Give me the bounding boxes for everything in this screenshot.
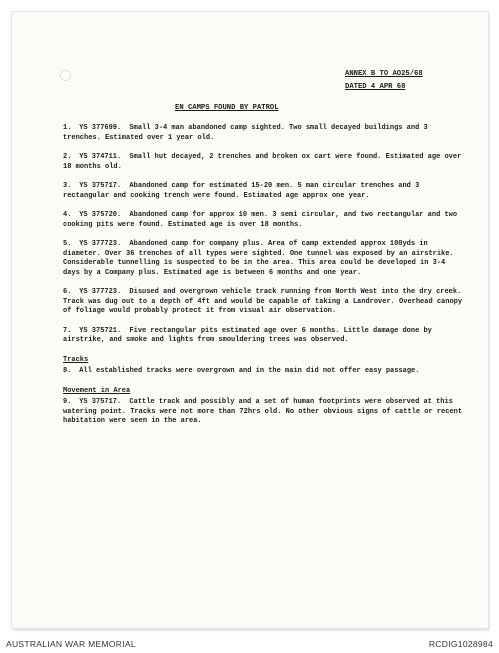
annex-reference bbox=[345, 68, 423, 94]
paragraph-text: Disused and overgrown vehicle track running from North West into the dry creek. Track was dug out to a depth of 4ft and would be capable of taking a Landrover. Overhead canopy of foliage would probably protect it from visual air observation. bbox=[63, 288, 463, 315]
paragraph-number: 1. bbox=[63, 124, 72, 132]
paragraph-text: Small hut decayed, 2 trenches and broken ox cart were found. Estimated age over 18 months old. bbox=[63, 153, 462, 171]
document-body bbox=[63, 124, 463, 437]
paragraph-number: 9. bbox=[63, 398, 72, 406]
grid-reference: YS 377723. bbox=[79, 288, 122, 296]
paragraph-text: Small 3-4 man abandoned camp sighted. Two small decayed buildings and 3 trenches. Estimated over 1 year old. bbox=[63, 124, 428, 142]
institution-label: AUSTRALIAN WAR MEMORIAL bbox=[6, 639, 136, 649]
record-id: RCDIG1028984 bbox=[428, 639, 493, 649]
grid-reference: YS 374711. bbox=[79, 153, 122, 161]
paragraph-5 bbox=[63, 240, 463, 278]
document-sheet bbox=[12, 12, 488, 628]
paragraph-number: 3. bbox=[63, 182, 72, 190]
grid-reference: YS 375721. bbox=[79, 326, 122, 335]
paragraph-number: 6. bbox=[63, 288, 72, 296]
paragraph-4 bbox=[63, 211, 463, 230]
paragraph-text: Five rectangular pits estimated age over 6 months. Little damage done by airstrike, and smoke and lights from smouldering trees was observed. bbox=[63, 326, 432, 344]
paragraph-3 bbox=[63, 182, 463, 201]
paragraph-text: Abandoned camp for estimated 15-20 men. 5 man circular trenches and 3 rectangular and cooking trench were found. Estimated age approx one year. bbox=[63, 182, 420, 200]
grid-reference: YS 377699. bbox=[79, 124, 122, 132]
movement-heading: Movement in Area bbox=[63, 386, 131, 395]
paragraph-2 bbox=[63, 153, 463, 172]
document-title: EN CAMPS FOUND BY PATROL bbox=[175, 104, 279, 112]
grid-reference: YS 375717. bbox=[79, 398, 122, 406]
paragraph-7 bbox=[63, 327, 463, 346]
paragraph-number: 8. bbox=[63, 367, 72, 375]
paragraph-number: 4. bbox=[63, 211, 72, 219]
paragraph-number: 5. bbox=[63, 240, 72, 248]
punch-hole-icon bbox=[60, 70, 71, 81]
annex-line: ANNEX B TO AO25/68 bbox=[345, 70, 423, 78]
tracks-heading: Tracks bbox=[63, 355, 89, 364]
grid-reference: YS 377723. bbox=[79, 240, 122, 248]
paragraph-6 bbox=[63, 288, 463, 317]
paragraph-text: Abandoned camp for company plus. Area of camp extended approx 100yds in diameter. Over 36 trenches of all types were sighted. One tunnel was exposed by an airstrike. Considerable tunnelling is suspected to be in the area. This area could be developed in 3-4 days by a Company plus. Estimated age is between 6 months and one year. bbox=[63, 240, 454, 277]
paragraph-number: 7. bbox=[63, 326, 72, 335]
paragraph-9 bbox=[63, 398, 463, 427]
paragraph-1 bbox=[63, 124, 463, 143]
paragraph-number: 2. bbox=[63, 153, 72, 161]
paragraph-text: Abandoned camp for approx 10 men. 3 semi circular, and two rectangular and two cooking pits were found. Estimated age is over 18 months. bbox=[63, 211, 458, 229]
paragraph-8 bbox=[63, 367, 463, 377]
dated-line: DATED 4 APR 68 bbox=[345, 83, 406, 91]
paragraph-text: All established tracks were overgrown and in the main did not offer easy passage. bbox=[79, 367, 420, 375]
grid-reference: YS 375717. bbox=[79, 182, 122, 190]
archive-footer bbox=[0, 633, 499, 653]
grid-reference: YS 375720. bbox=[79, 211, 122, 219]
paragraph-text: Cattle track and possibly and a set of human footprints were observed at this watering point. Tracks were not more than 72hrs old. No other obvious signs of cattle or recent habitation were seen in the area. bbox=[63, 398, 463, 425]
